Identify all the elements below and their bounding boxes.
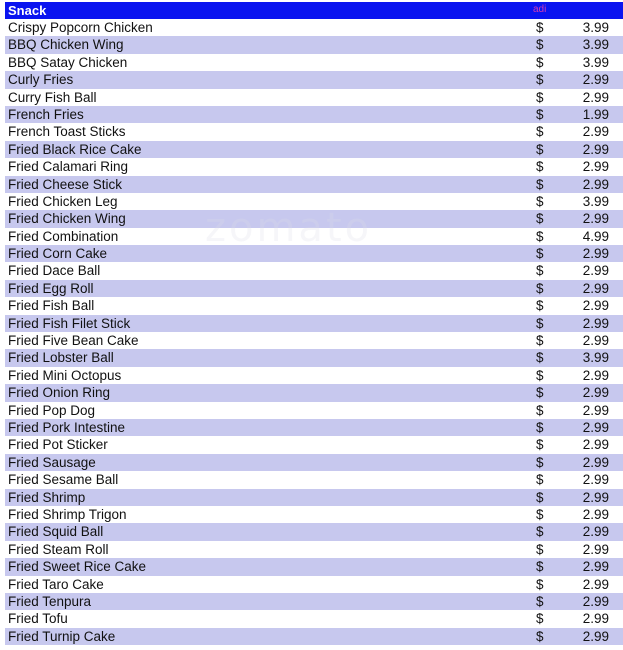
menu-item-row [5,228,623,245]
menu-item-name: Crispy Popcorn Chicken [8,20,153,35]
menu-item-row [5,471,623,488]
menu-item-price: 2.99 [582,246,609,262]
menu-item-price: 2.99 [582,489,609,505]
menu-item-row [5,628,623,645]
header-mark: adi [533,4,547,15]
menu-item-price: 2.99 [582,263,609,279]
menu-item-row [5,349,623,366]
currency-symbol: $ [536,437,544,453]
currency-symbol: $ [536,593,544,609]
menu-item-name: BBQ Chicken Wing [8,37,124,53]
currency-symbol: $ [536,159,544,175]
menu-item-price: 2.99 [582,472,609,488]
currency-symbol: $ [536,402,544,418]
menu-item-name: Fried Pop Dog [8,402,96,418]
menu-item-price: 2.99 [582,506,609,522]
menu-item-row [5,71,623,88]
menu-item-row [5,245,623,262]
menu-item-price: 2.99 [582,402,609,418]
menu-item-price: 4.99 [582,228,609,244]
menu-item-row [5,576,623,593]
menu-item-name: Fried Tenpura [8,593,92,609]
menu-item-row [5,610,623,627]
menu-item-price: 2.99 [582,367,609,383]
menu-item-price: 2.99 [582,524,609,540]
menu-item-name: Fried Pork Intestine [8,419,126,435]
menu-item-name: Fried Egg Roll [8,280,94,296]
menu-item-row [5,593,623,610]
menu-item-price: 2.99 [582,385,609,401]
menu-item-name: Fried Pot Sticker [8,437,108,453]
menu-item-row [5,176,623,193]
currency-symbol: $ [536,141,544,157]
menu-item-price: 2.99 [582,315,609,331]
currency-symbol: $ [536,611,544,627]
menu-item-name: French Fries [8,106,84,122]
currency-symbol: $ [536,628,544,644]
currency-symbol: $ [536,472,544,488]
menu-item-name: Fried Chicken Leg [8,193,118,209]
menu-item-row [5,454,623,471]
currency-symbol: $ [536,37,544,53]
section-title: Snack [8,3,47,18]
menu-item-name: Fried Lobster Ball [8,350,114,366]
menu-item-price: 2.99 [582,124,609,140]
menu-item-name: Fried Combination [8,228,119,244]
currency-symbol: $ [536,506,544,522]
menu-item-row [5,541,623,558]
currency-symbol: $ [536,559,544,575]
menu-item-name: Fried Black Rice Cake [8,141,142,157]
currency-symbol: $ [536,176,544,192]
currency-symbol: $ [536,298,544,314]
menu-item-row [5,280,623,297]
currency-symbol: $ [536,72,544,88]
menu-item-name: Fried Sesame Ball [8,472,119,488]
menu-item-name: Fried Calamari Ring [8,159,129,175]
currency-symbol: $ [536,280,544,296]
currency-symbol: $ [536,89,544,105]
menu-item-name: Fried Sausage [8,454,96,470]
menu-item-price: 2.99 [582,437,609,453]
currency-symbol: $ [536,211,544,227]
menu-item-name: BBQ Satay Chicken [8,54,128,70]
menu-item-name: Fried Dace Ball [8,263,101,279]
menu-item-row [5,141,623,158]
menu-item-row [5,315,623,332]
menu-item-row [5,506,623,523]
currency-symbol: $ [536,541,544,557]
menu-item-name: Fried Turnip Cake [8,628,116,644]
menu-item-row [5,89,623,106]
menu-item-price: 2.99 [582,333,609,349]
menu-item-name: Fried Five Bean Cake [8,333,139,349]
menu-item-name: Fried Cheese Stick [8,176,123,192]
watermark: zomato [205,205,373,251]
menu-item-price: 2.99 [582,159,609,175]
currency-symbol: $ [536,333,544,349]
menu-item-price: 3.99 [582,37,609,53]
menu-item-name: Fried Shrimp [8,489,86,505]
menu-item-name: Fried Mini Octopus [8,367,122,383]
menu-item-row [5,523,623,540]
currency-symbol: $ [536,385,544,401]
menu-item-row [5,123,623,140]
menu-item-row [5,332,623,349]
currency-symbol: $ [536,576,544,592]
menu-item-price: 2.99 [582,419,609,435]
menu-item-name: Fried Corn Cake [8,246,108,262]
section-header [5,2,623,19]
menu-item-row [5,402,623,419]
menu-item-name: Fried Chicken Wing [8,211,126,227]
currency-symbol: $ [536,454,544,470]
menu-item-name: French Toast Sticks [8,124,126,140]
menu-item-price: 2.99 [582,454,609,470]
menu-item-row [5,436,623,453]
currency-symbol: $ [536,54,544,70]
menu-item-price: 2.99 [582,176,609,192]
currency-symbol: $ [536,315,544,331]
menu-item-name: Fried Tofu [8,611,68,627]
menu-item-row [5,19,623,36]
menu-item-row [5,36,623,53]
menu-item-name: Fried Sweet Rice Cake [8,559,147,575]
currency-symbol: $ [536,367,544,383]
currency-symbol: $ [536,20,544,35]
menu-item-name: Fried Steam Roll [8,541,109,557]
menu-item-row [5,54,623,71]
menu-item-name: Fried Onion Ring [8,385,111,401]
currency-symbol: $ [536,263,544,279]
menu-item-name: Fried Taro Cake [8,576,104,592]
menu-sheet [5,2,623,645]
menu-item-row [5,297,623,314]
menu-item-row [5,106,623,123]
menu-item-list [5,19,623,645]
currency-symbol: $ [536,124,544,140]
menu-item-price: 2.99 [582,141,609,157]
currency-symbol: $ [536,193,544,209]
menu-item-row [5,384,623,401]
menu-item-price: 3.99 [582,350,609,366]
currency-symbol: $ [536,419,544,435]
menu-item-row [5,158,623,175]
menu-item-price: 3.99 [582,193,609,209]
menu-item-price: 2.99 [582,280,609,296]
currency-symbol: $ [536,106,544,122]
menu-item-price: 2.99 [582,559,609,575]
menu-item-price: 2.99 [582,611,609,627]
currency-symbol: $ [536,350,544,366]
currency-symbol: $ [536,246,544,262]
menu-item-price: 2.99 [582,593,609,609]
menu-item-price: 1.99 [582,106,609,122]
menu-item-name: Fried Fish Ball [8,298,95,314]
menu-item-price: 2.99 [582,628,609,644]
currency-symbol: $ [536,228,544,244]
menu-item-row [5,193,623,210]
menu-item-price: 2.99 [582,72,609,88]
menu-item-row [5,367,623,384]
menu-item-name: Curry Fish Ball [8,89,97,105]
menu-item-price: 3.99 [582,20,609,35]
menu-item-price: 2.99 [582,541,609,557]
menu-item-row [5,262,623,279]
menu-item-price: 3.99 [582,54,609,70]
currency-symbol: $ [536,489,544,505]
menu-item-price: 2.99 [582,211,609,227]
menu-item-price: 2.99 [582,576,609,592]
menu-item-row [5,419,623,436]
menu-item-row [5,489,623,506]
menu-item-row [5,210,623,227]
menu-item-name: Fried Squid Ball [8,524,104,540]
menu-item-row [5,558,623,575]
menu-item-price: 2.99 [582,298,609,314]
menu-item-price: 2.99 [582,89,609,105]
menu-item-name: Fried Shrimp Trigon [8,506,127,522]
menu-item-name: Fried Fish Filet Stick [8,315,131,331]
menu-item-name: Curly Fries [8,72,74,88]
currency-symbol: $ [536,524,544,540]
